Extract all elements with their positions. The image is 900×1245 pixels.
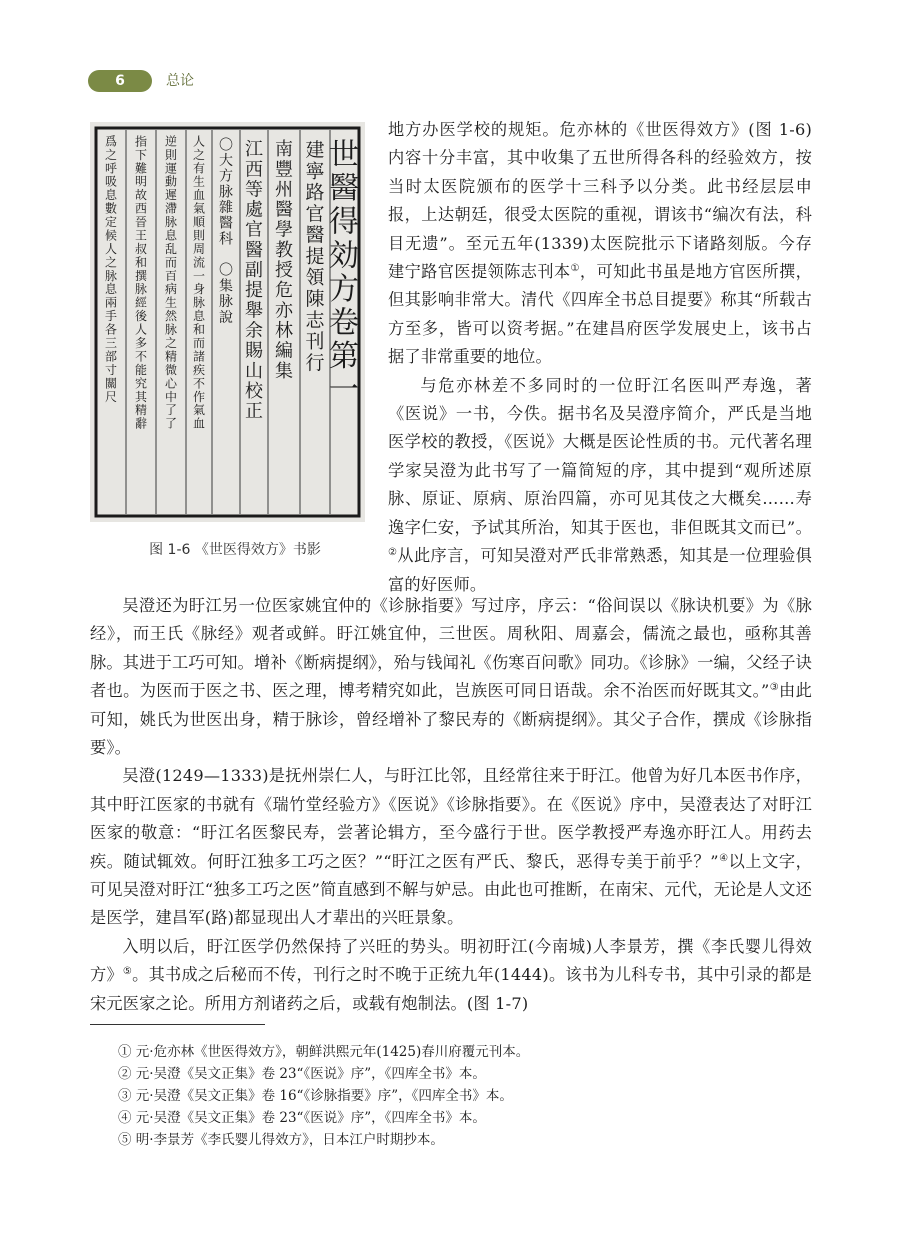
paragraph-text: 由此可知，姚氏为世医出身，精于脉诊，曾经增补了黎民寿的《断病提纲》。其父子合作，撰成《诊脉指要》。	[90, 681, 812, 758]
print-column-7: 逆則運動遲滯脉息乱而百病生然脉之精微心中了了	[164, 134, 178, 431]
figure-caption: 图 1-6 《世医得效方》书影	[149, 542, 321, 558]
paragraph-text: 入明以后，盱江医学仍然保持了兴旺的势头。明初盱江(今南城)人李景芳，撰《李氏婴儿得效方》	[90, 936, 812, 985]
body-paragraph	[388, 372, 812, 599]
paragraph-text: 吴澄还为盱江另一位医家姚宜仲的《诊脉指要》写过序，序云：“俗间误以《脉诀机要》为《脉经》，而王氏《脉经》观者或鲜。盱江姚宜仲，三世医。周秋阳、周嘉会，儒流之最也，亟称其善脉。其进于工巧可知。增补《断病提纲》，殆与钱闻礼《伤寒百问歌》同功。《诊脉》一编，父经子诀者也。为医而于医之书、医之理，博考精究如此，岂族医可同日语哉。余不治医而好既其文。”	[90, 596, 812, 701]
body-paragraph	[90, 933, 812, 1018]
print-column-1: 世醫得効方卷第一	[329, 137, 359, 408]
footnote-ref-2[interactable]: ②	[388, 547, 398, 559]
paragraph-text: 与危亦林差不多同时的一位盱江名医叫严寿逸，著《医说》一书，今佚。据书名及吴澄序简介，严氏是当地医学校的教授，《医说》大概是医论性质的书。元代著名理学家吴澄为此书写了一篇简短的序，其中提到“观所述原脉、原证、原病、原治四篇，亦可见其伎之大概矣……寿逸字仁安，予试其所治，知其于医也，非但既其文而已”。	[388, 375, 812, 537]
right-column-text	[388, 116, 812, 599]
footnote-item: ⑤ 明·李景芳《李氏婴儿得效方》，日本江户时期抄本。	[118, 1132, 444, 1148]
body-paragraph	[90, 762, 812, 932]
body-paragraph	[388, 116, 812, 372]
footnote-ref-1[interactable]: ①	[570, 263, 580, 275]
print-column-9: 爲之呼吸息數定候人之脉息兩手各三部寸關尺	[104, 134, 118, 404]
page-header	[88, 70, 868, 92]
print-column-5: 〇大方脉雜醫科 〇集脉說	[219, 137, 233, 326]
woodblock-print-image	[90, 122, 365, 522]
paragraph-text: 地方办医学校的规矩。危亦林的《世医得效方》(图 1-6) 内容十分丰富，其中收集了五世所得各科的经验效方，按当时太医院颁布的医学十三科予以分类。此书经层层申报，上达朝廷，很受太医院的重视，谓该书“编次有法，科目无遗”。至元五年(1339)太医院批示下诸路刻版。今存建宁路官医提领陈志刊本	[388, 120, 812, 282]
paragraph-text: 吴澄(1249—1333)是抚州崇仁人，与盱江比邻，且经常往来于盱江。他曾为好几本医书作序，其中盱江医家的书就有《瑞竹堂经验方》《医说》《诊脉指要》。在《医说》序中，吴澄表达了对盱江医家的敬意：“盱江名医黎民寿，尝著论辑方，至今盛行于世。医学教授严寿逸亦盱江人。用药去疾。随试辄效。何盱江独多工巧之医？”“盱江之医有严氏、黎氏，恶得专美于前乎？”	[90, 766, 812, 871]
print-column-2: 建寧路官醫提領陳志刊行	[305, 139, 325, 374]
book-image-figure	[90, 122, 365, 522]
print-column-3: 南豐州醫學教授危亦林編集	[275, 139, 293, 382]
footnote-item: ③ 元·吴澄《吴文正集》卷 16“《诊脉指要》序”，《四库全书》本。	[118, 1088, 513, 1104]
footnote-item: ④ 元·吴澄《吴文正集》卷 23“《医说》序”，《四库全书》本。	[118, 1110, 486, 1126]
footnote-ref-3[interactable]: ③	[769, 682, 780, 694]
footnotes	[118, 1041, 818, 1151]
paragraph-text: 。其书成之后秘而不传，刊行之时不晚于正统九年(1444)。该书为儿科专书，其中引录的都是宋元医家之论。所用方剂诸药之后，或载有炮制法。(图 1-7)	[90, 965, 813, 1013]
footnote-ref-5[interactable]: ⑤	[122, 966, 133, 978]
print-column-4: 江西等處官醫副提舉余賜山校正	[245, 139, 263, 423]
paragraph-text: 从此序言，可知吴澄对严氏非常熟悉，知其是一位理验俱富的好医师。	[388, 546, 812, 594]
footnote-divider	[90, 1024, 265, 1025]
section-title: 总论	[166, 73, 194, 89]
paragraph-text: ，可知此书虽是地方官医所撰，但其影响非常大。清代《四库全书总目提要》称其“所载古方至多，皆可以资考据。”在建昌府医学发展史上，该书占据了非常重要的地位。	[388, 262, 812, 367]
print-column-6: 人之有生血氣順則周流一身脉息和而諸疾不作氣血	[192, 134, 206, 431]
footnote-ref-4[interactable]: ④	[718, 852, 729, 864]
paragraph-text: 以上文字，可见吴澄对盱江“独多工巧之医”简直感到不解与妒忌。由此也可推断，在南宋、元代，无论是人文还是医学，建昌军(路)都显现出人才辈出的兴旺景象。	[90, 851, 813, 928]
footnote-item: ① 元·危亦林《世医得效方》，朝鲜洪熙元年(1425)春川府覆元刊本。	[118, 1044, 530, 1060]
print-column-8: 指下難明故西晉王叔和撰脉經後人多不能究其精辭	[134, 134, 148, 431]
full-width-text	[90, 592, 812, 1018]
page-number-badge: 6	[88, 70, 152, 92]
footnote-item: ② 元·吴澄《吴文正集》卷 23“《医说》序”，《四库全书》本。	[118, 1066, 486, 1082]
body-paragraph	[90, 592, 812, 762]
